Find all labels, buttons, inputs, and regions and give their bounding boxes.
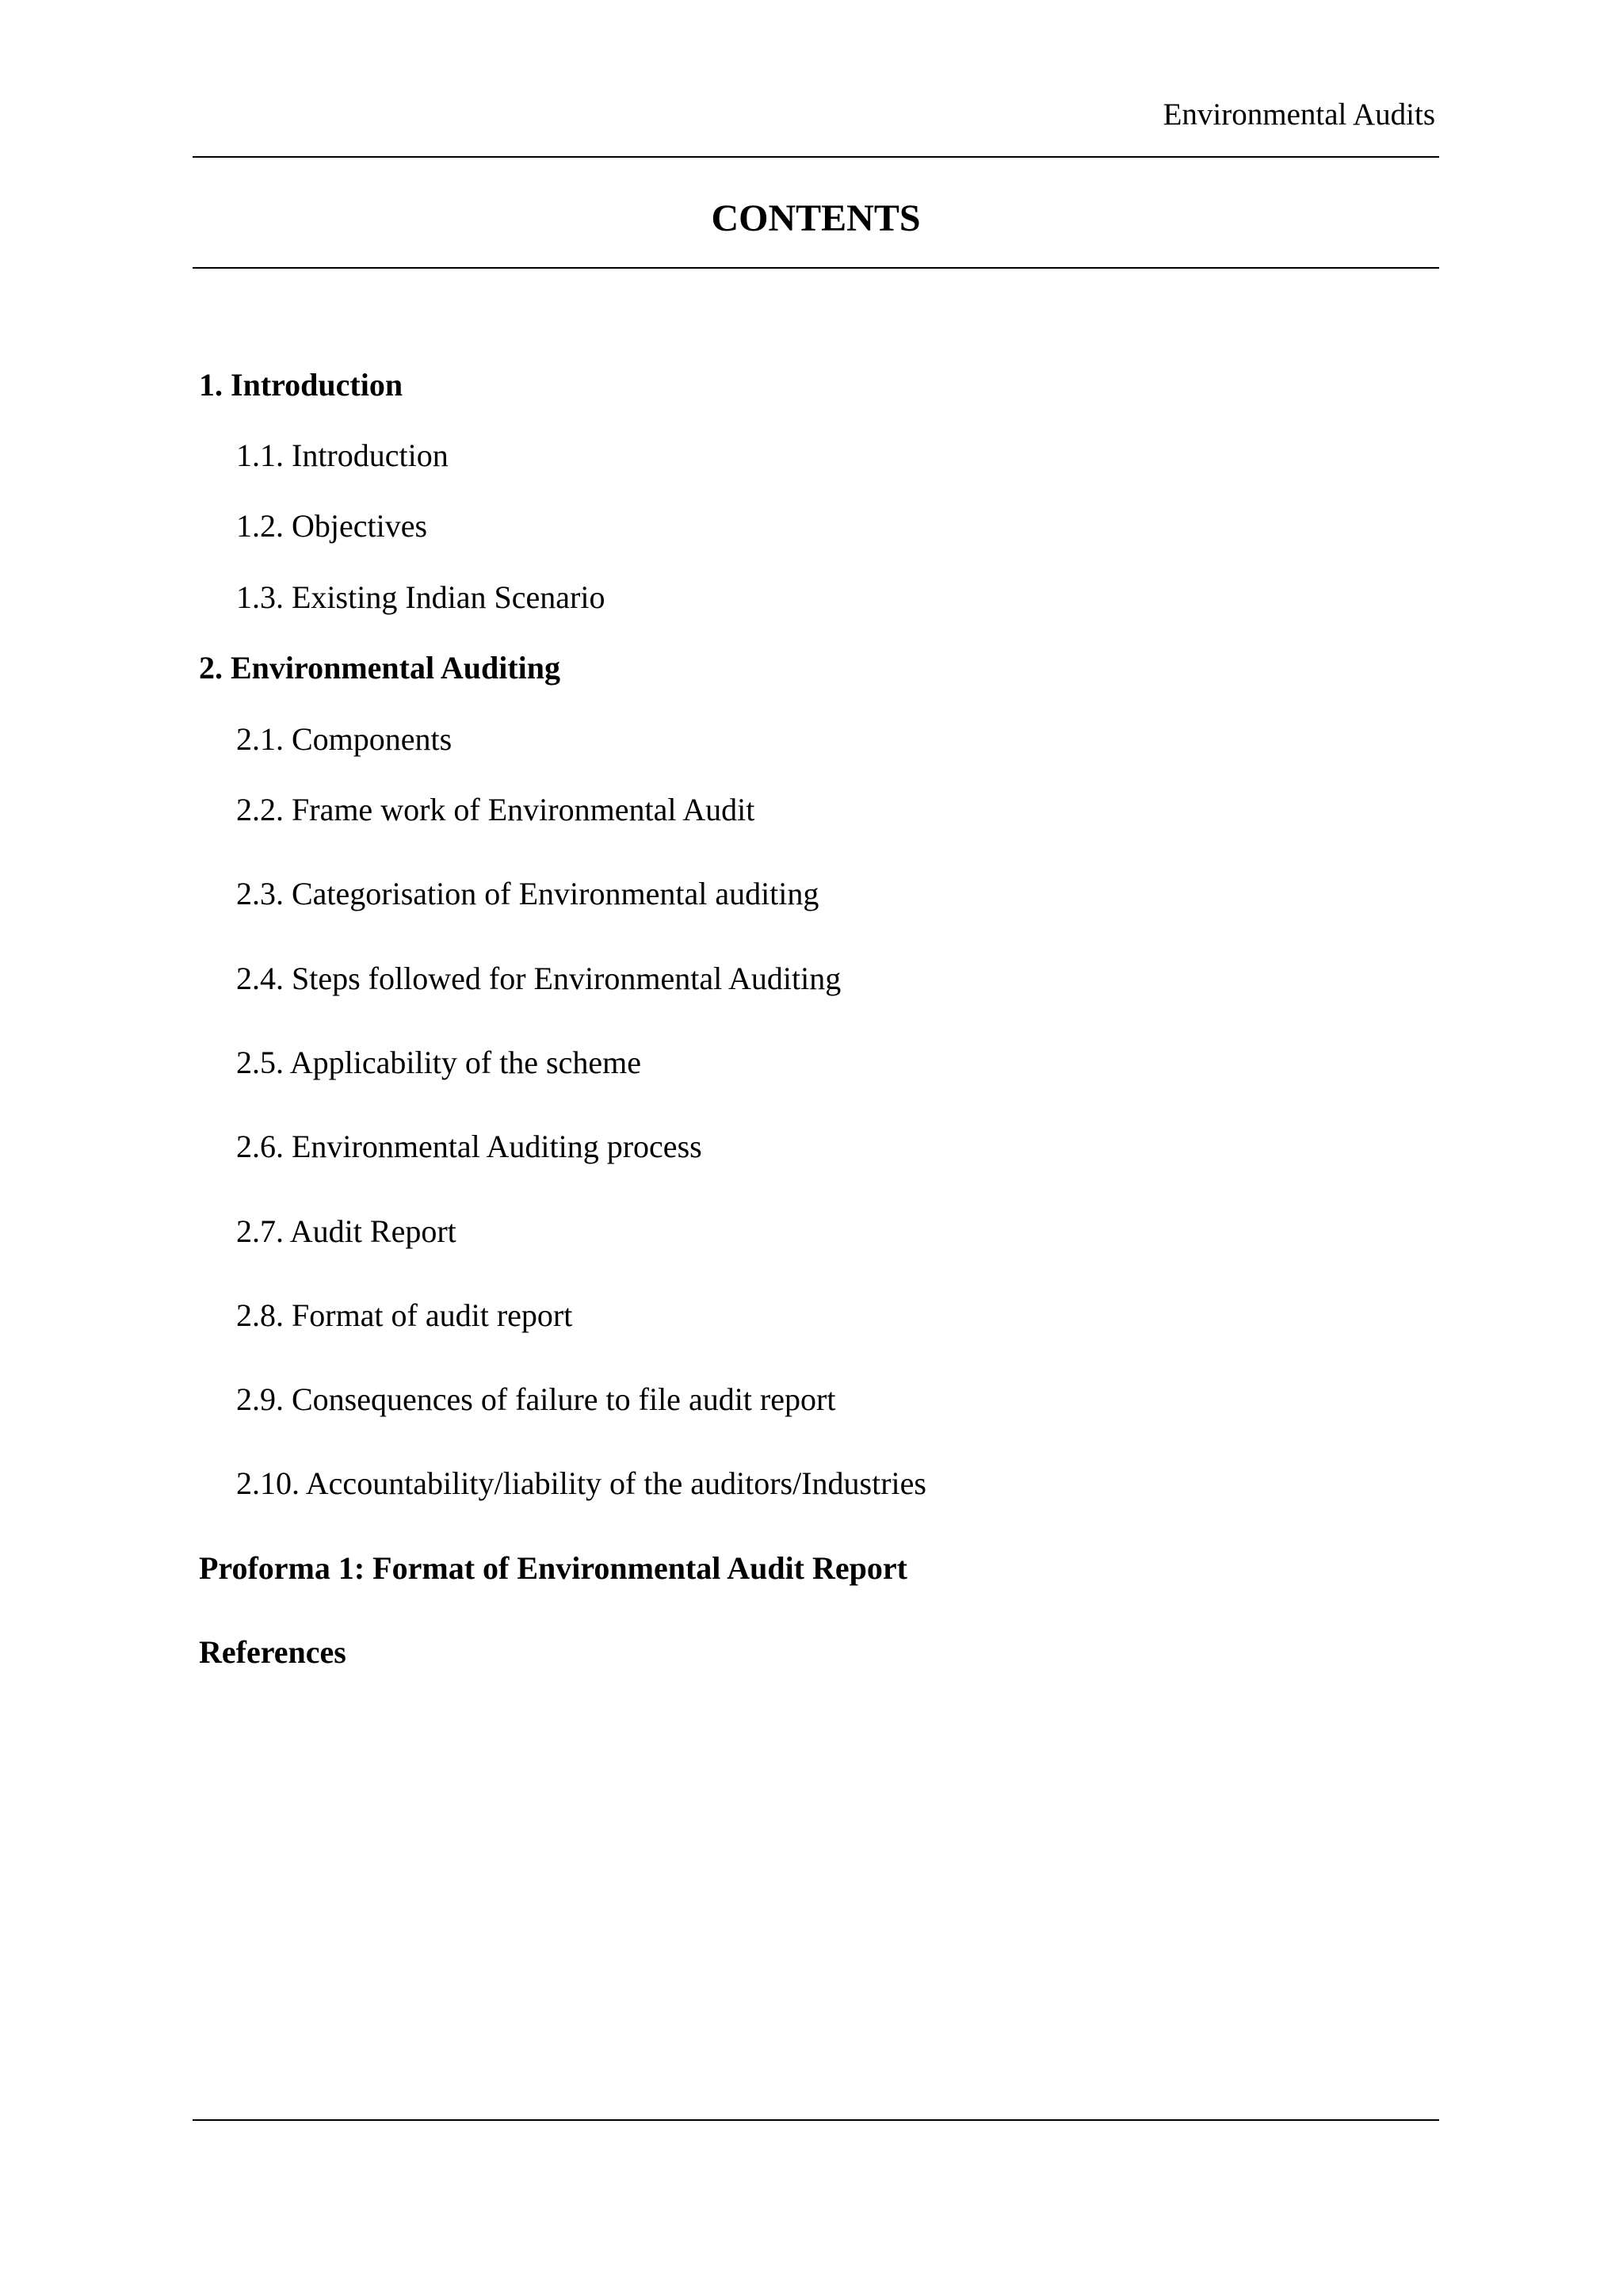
toc-item-2-8[interactable]: 2.8. Format of audit report [236,1297,573,1333]
toc-references[interactable]: References [199,1634,346,1670]
toc-item-1-3[interactable]: 1.3. Existing Indian Scenario [236,579,605,615]
running-header: Environmental Audits [1163,97,1435,132]
toc-item-2-1[interactable]: 2.1. Components [236,721,453,757]
toc-item-2-9[interactable]: 2.9. Consequences of failure to file audit report [236,1381,836,1417]
toc-item-2-10[interactable]: 2.10. Accountability/liability of the auditors/Industries [236,1465,926,1501]
toc-item-2-7[interactable]: 2.7. Audit Report [236,1213,456,1249]
toc-section-1[interactable]: 1. Introduction [199,367,403,403]
toc-proforma-1[interactable]: Proforma 1: Format of Environmental Audit Report [199,1550,907,1586]
toc-item-2-5[interactable]: 2.5. Applicability of the scheme [236,1045,641,1080]
page-title: CONTENTS [711,197,921,239]
footer-rule [193,2119,1439,2121]
toc-section-2[interactable]: 2. Environmental Auditing [199,650,561,686]
toc-item-2-6[interactable]: 2.6. Environmental Auditing process [236,1129,702,1164]
toc-item-2-4[interactable]: 2.4. Steps followed for Environmental Auditing [236,961,842,996]
toc-item-1-1[interactable]: 1.1. Introduction [236,437,449,473]
toc-item-2-3[interactable]: 2.3. Categorisation of Environmental auditing [236,876,819,911]
toc-item-1-2[interactable]: 1.2. Objectives [236,508,428,544]
toc-item-2-2[interactable]: 2.2. Frame work of Environmental Audit [236,792,755,827]
